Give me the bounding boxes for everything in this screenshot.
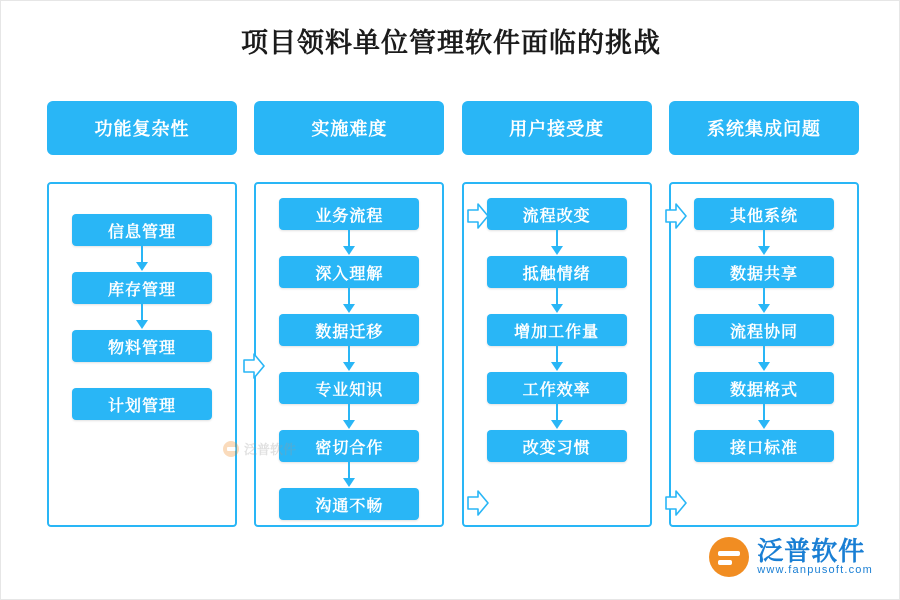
down-arrow-icon (549, 288, 565, 314)
down-arrow-icon (756, 346, 772, 372)
arrow-col2-to-col3-bottom-icon (467, 490, 489, 516)
watermark-text: 泛普软件 (244, 442, 297, 457)
list-item[interactable]: 增加工作量 (487, 314, 627, 346)
list-item[interactable]: 沟通不畅 (279, 488, 419, 520)
arrow-col3-to-col4-bottom-icon (665, 490, 687, 516)
down-arrow-icon (341, 230, 357, 256)
list-item[interactable]: 物料管理 (72, 330, 212, 362)
arrow-col2-to-col3-top-icon (467, 203, 489, 229)
list-item[interactable]: 密切合作 (279, 430, 419, 462)
list-item[interactable]: 数据迁移 (279, 314, 419, 346)
brand-url: www.fanpusoft.com (757, 563, 873, 576)
brand-name: 泛普软件 (757, 535, 866, 566)
list-item[interactable]: 数据共享 (694, 256, 834, 288)
column-body-3 (462, 182, 652, 527)
down-arrow-icon (134, 304, 150, 330)
column-functional-complexity (47, 101, 237, 527)
down-arrow-icon (549, 404, 565, 430)
brand-logo-icon (709, 537, 749, 577)
list-item[interactable]: 专业知识 (279, 372, 419, 404)
column-header-1: 功能复杂性 (47, 101, 237, 155)
down-arrow-icon (341, 346, 357, 372)
down-arrow-icon (134, 246, 150, 272)
column-header-2: 实施难度 (254, 101, 444, 155)
column-body-1 (47, 182, 237, 527)
list-item[interactable]: 业务流程 (279, 198, 419, 230)
item-list-4 (694, 198, 834, 462)
list-item[interactable]: 工作效率 (487, 372, 627, 404)
list-item[interactable]: 信息管理 (72, 214, 212, 246)
list-item[interactable]: 数据格式 (694, 372, 834, 404)
down-arrow-icon (756, 404, 772, 430)
list-item[interactable]: 库存管理 (72, 272, 212, 304)
list-item[interactable]: 流程改变 (487, 198, 627, 230)
down-arrow-icon (756, 288, 772, 314)
brand-logo-texts (757, 535, 873, 577)
column-header-3: 用户接受度 (462, 101, 652, 155)
list-item[interactable]: 流程协同 (694, 314, 834, 346)
list-item[interactable]: 其他系统 (694, 198, 834, 230)
list-item[interactable]: 改变习惯 (487, 430, 627, 462)
spacer (134, 362, 150, 388)
item-list-2 (279, 198, 419, 520)
down-arrow-icon (549, 346, 565, 372)
list-item[interactable]: 计划管理 (72, 388, 212, 420)
column-body-4 (669, 182, 859, 527)
down-arrow-icon (341, 404, 357, 430)
column-header-4: 系统集成问题 (669, 101, 859, 155)
column-system-integration (669, 101, 859, 527)
list-item[interactable]: 深入理解 (279, 256, 419, 288)
brand-logo (709, 537, 873, 577)
list-item[interactable]: 抵触情绪 (487, 256, 627, 288)
item-list-3 (487, 198, 627, 462)
arrow-col1-to-col2-icon (243, 353, 265, 379)
column-implementation-difficulty (254, 101, 444, 527)
down-arrow-icon (341, 462, 357, 488)
arrow-col3-to-col4-top-icon (665, 203, 687, 229)
list-item[interactable]: 接口标准 (694, 430, 834, 462)
down-arrow-icon (341, 288, 357, 314)
down-arrow-icon (756, 230, 772, 256)
down-arrow-icon (549, 230, 565, 256)
item-list-1 (72, 214, 212, 420)
page-title: 项目领料单位管理软件面临的挑战 (241, 28, 661, 58)
column-body-2 (254, 182, 444, 527)
columns-container (47, 101, 859, 527)
column-user-acceptance (462, 101, 652, 527)
